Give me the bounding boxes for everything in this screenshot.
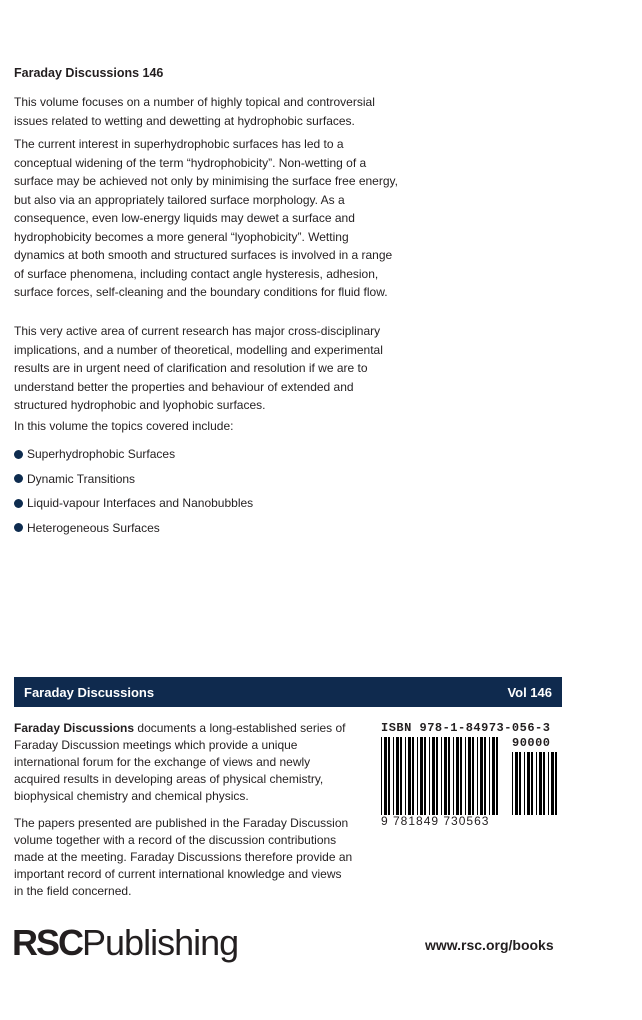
bullet-icon bbox=[14, 450, 23, 459]
addon-price: 90000 bbox=[512, 736, 551, 750]
ean-digits: 9 781849 730563 bbox=[381, 814, 490, 828]
isbn-number: ISBN 978-1-84973-056-3 bbox=[381, 721, 551, 735]
back-cover-title: Faraday Discussions 146 bbox=[14, 66, 164, 80]
bullet-icon bbox=[14, 499, 23, 508]
topics-intro: In this volume the topics covered include: bbox=[14, 419, 234, 433]
series-description-text: documents a long-established series of Faraday Discussion meetings which provide a unique international forum for the exchange of views and newly acquired results in developing areas of physical chemistry, biophysical chemistry and chemical physics. bbox=[14, 721, 346, 803]
isbn-barcode bbox=[381, 721, 563, 831]
list-item: Heterogeneous Surfaces bbox=[14, 516, 253, 541]
series-description bbox=[14, 720, 354, 805]
papers-paragraph: The papers presented are published in the Faraday Discussion volume together with a record of the discussion contributions made at the meeting. Faraday Discussions therefore provide an important record of current international knowledge and views in the field concerned. bbox=[14, 816, 353, 898]
interest-paragraph: The current interest in superhydrophobic surfaces has led to a conceptual widening of the term “hydrophobicity”. Non-wetting of a surface may be achieved not only by minimising the surface free energy, but also via an appropriately tailored surface morphology. As a consequence, even low-energy liquids may dewet a surface and hydrophobicity becomes a more general “lyophobicity”. Wetting dynamics at both smooth and structured surfaces is involved in a range of surface phenomena, including contact angle hysteresis, adhesion, surface forces, self-cleaning and the boundary conditions for fluid flow. bbox=[14, 137, 398, 299]
barcode-addon-icon bbox=[512, 752, 562, 815]
list-item: Dynamic Transitions bbox=[14, 467, 253, 492]
series-banner bbox=[14, 677, 562, 707]
bullet-icon bbox=[14, 474, 23, 483]
list-item: Liquid-vapour Interfaces and Nanobubbles bbox=[14, 491, 253, 516]
volume-number: Vol 146 bbox=[507, 684, 552, 700]
intro-paragraph: This volume focuses on a number of highly topical and controversial issues related to wetting and dewetting at hydrophobic surfaces. bbox=[14, 95, 375, 128]
series-name-bold: Faraday Discussions bbox=[14, 721, 135, 735]
topics-list bbox=[14, 442, 253, 540]
bullet-icon bbox=[14, 523, 23, 532]
website-url[interactable]: www.rsc.org/books bbox=[425, 937, 554, 953]
series-name: Faraday Discussions bbox=[24, 684, 155, 700]
rsc-publishing-logo: RSCPublishing bbox=[12, 922, 239, 963]
research-paragraph: This very active area of current research has major cross-disciplinary implications, and a number of theoretical, modelling and experimental results are in urgent need of clarification and resolution if we are to understand better the properties and behaviour of extended and structured hydrophobic and lyophobic surfaces. bbox=[14, 324, 383, 412]
list-item: Superhydrophobic Surfaces bbox=[14, 442, 253, 467]
barcode-main-icon bbox=[381, 737, 503, 815]
